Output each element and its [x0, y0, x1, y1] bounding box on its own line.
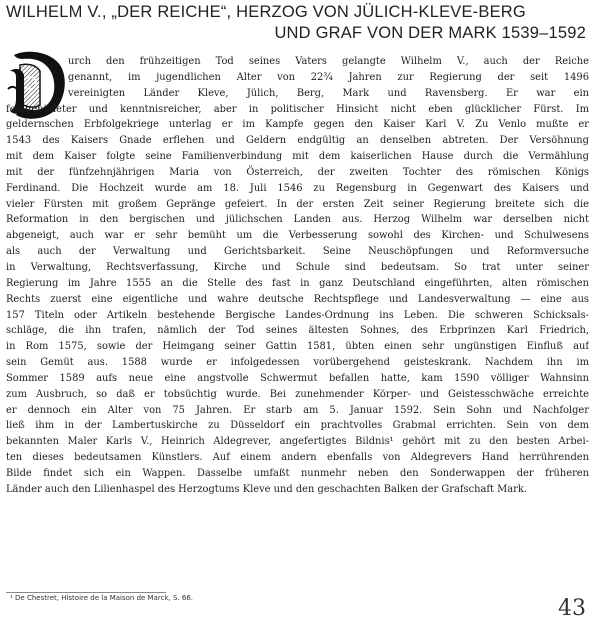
text-line: ten dieses bedeutsamen Künstlers. Auf einem andern ebenfalls von Aldegrevers Hand herrührenden — [6, 452, 589, 464]
text-line: vieler Fürsten mit großem Gepränge gefeiert. In der ersten Zeit seiner Regierung breitete sich die — [6, 198, 589, 210]
text-line: 1543 des Kaisers Gnade erflehen und Geldern endgültig an denselben abtreten. Der Versöhnung — [6, 135, 589, 147]
text-line: Sommer 1589 aufs neue eine angstvolle Schwermut befallen hatte, kam 1590 völliger Wahnsinn — [6, 372, 589, 384]
text-line: mit dem Kaiser folgte seine Familienverbindung mit dem kaiserlichen Hause durch die Vermählung — [6, 151, 589, 163]
footnote-rule — [6, 592, 166, 593]
page-title — [6, 2, 586, 44]
title-line-1: WILHELM V., „DER REICHE“, HERZOG VON JÜLICH-KLEVE-BERG — [6, 3, 526, 21]
page-number: 43 — [558, 596, 586, 621]
footnote: ¹ De Chestret, Histoire de la Maison de Marck, S. 66. — [10, 594, 193, 602]
text-line: ließ ihm in der Lambertuskirche zu Düsseldorf ein prachtvolles Grabmal errichten. Sein von dem — [6, 420, 589, 432]
text-line: Reformation in den bergischen und jülichschen Landen aus. Herzog Wilhelm war derselben nicht — [6, 214, 589, 226]
text-line: urch den frühzeitigen Tod seines Vaters gelangte Wilhelm V., auch der Reiche — [68, 56, 589, 67]
text-line: abgeneigt, auch war er sehr bemüht um die Verbesserung sowohl des Kirchen- und Schulwesens — [6, 230, 589, 242]
text-line: Regierung im Jahre 1555 an die Stelle des fast in ganz Deutschland eingeführten, alten römischen — [6, 277, 589, 289]
text-line: Ferdinand. Die Hochzeit wurde am 18. Juli 1546 zu Regensburg in Gegenwart des Kaisers und — [6, 182, 589, 194]
text-line: als auch der Verwaltung und Gerichtsbarkeit. Seine Neuschöpfungen und Reformversuche — [6, 246, 589, 258]
body-text — [6, 54, 589, 498]
text-line: geldernschen Erbfolgekriege unterlag er im Kampfe gegen den Kaiser Karl V. Zu Venlo mußte er — [6, 119, 589, 131]
text-line: feingebildeter und kenntnisreicher, aber in politischer Hinsicht nicht eben glücklicher Fürst. Im — [6, 103, 589, 115]
text-line: genannt, im jugendlichen Alter von 22¾ Jahren zur Regierung der seit 1496 — [68, 71, 589, 83]
text-line: er dennoch ein Alter von 75 Jahren. Er starb am 5. Januar 1592. Sein Sohn und Nachfolger — [6, 404, 589, 416]
text-line: Bilde findet sich ein Wappen. Dasselbe umfaßt nunmehr neben den Sonderwappen der früheren — [6, 467, 589, 479]
text-line: vereinigten Länder Kleve, Jülich, Berg, Mark und Ravensberg. Er war ein — [68, 87, 589, 99]
text-line: 157 Titeln oder Artikeln bestehende Bergische Landes-Ordnung ins Leben. Die schweren Schicksals- — [6, 309, 589, 321]
text-line: schläge, die ihn trafen, nämlich der Tod seines ältesten Sohnes, des Erbprinzen Karl Friedrich, — [6, 325, 589, 337]
text-line: zum Ausbruch, so daß er tobsüchtig wurde. Bei zunehmender Körper- und Geistesschwäche erreichte — [6, 388, 589, 400]
text-line: sein Gemüt aus. 1588 wurde er infolgedessen vorübergehend geisteskrank. Nachdem ihn im — [6, 357, 589, 369]
text-line: in Verwaltung, Rechtsverfassung, Kirche und Schule sind bedeutsam. So trat unter seiner — [6, 261, 589, 273]
text-line: Rechts zuerst eine eigentliche und wahre deutsche Rechtspflege und Landesverwaltung — eine aus — [6, 293, 589, 305]
text-line: bekannten Maler Karls V., Heinrich Aldegrever, angefertigtes Bildnis¹ gehört mit zu den besten Arbei- — [6, 436, 589, 448]
text-line: in Rom 1575, sowie der Heimgang seiner Gattin 1581, übten einen sehr ungünstigen Einfluß auf — [6, 341, 589, 353]
title-line-2: UND GRAF VON DER MARK 1539–1592 — [274, 24, 586, 42]
text-line: mit der fünfzehnjährigen Maria von Österreich, der zweiten Tochter des römischen Königs — [6, 166, 589, 178]
text-line: Länder auch den Lilienhaspel des Herzogtums Kleve und den geschachten Balken der Grafschaft Mark. — [6, 483, 527, 495]
